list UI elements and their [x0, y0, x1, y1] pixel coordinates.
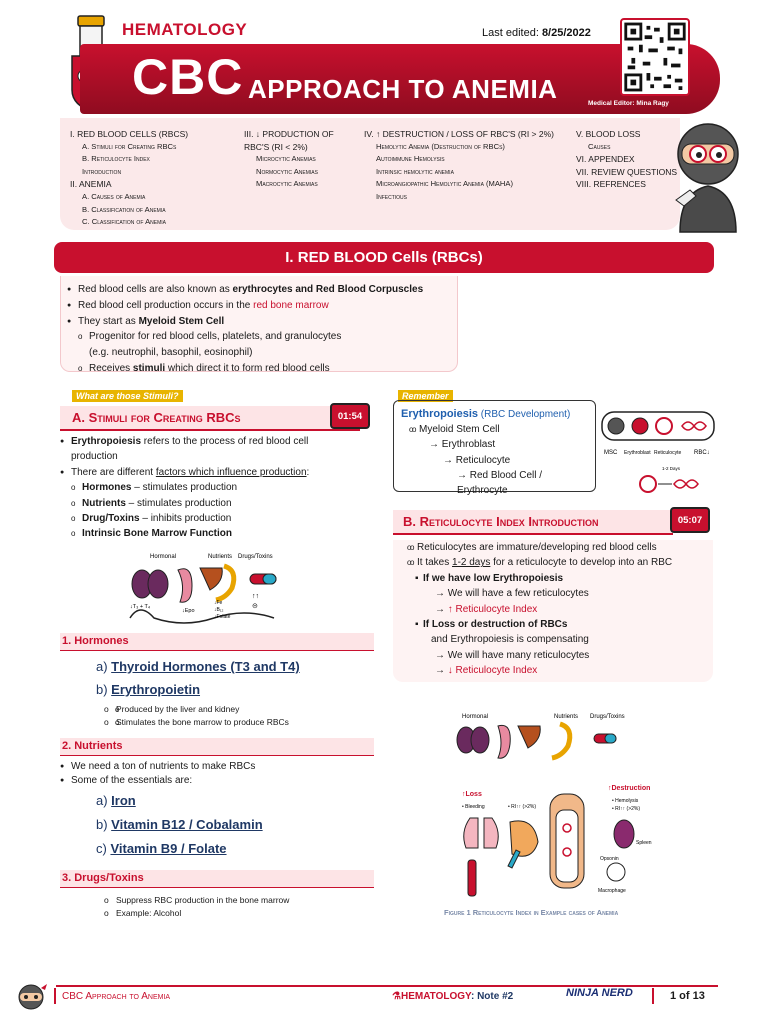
factors-illustration — [120, 548, 300, 640]
figure-label: • Hemolysis — [612, 798, 639, 804]
list-item: → Red Blood Cell / Erythrocyte — [457, 469, 543, 497]
section-banner-rbcs: I. RED BLOOD Cells (RBCs) — [54, 242, 714, 273]
list-item: o o It takes 1-2 days for a reticulocyte to develop into an RBC — [399, 555, 713, 570]
drugs-details — [104, 894, 289, 920]
nutrients-block — [60, 760, 255, 788]
figure-label: • RI↑↑ (>2%) — [508, 804, 537, 810]
header-reticulocyte-index: B. Reticulocyte Index Introduction — [393, 510, 673, 535]
page-title-rest: APPROACH TO ANEMIA — [248, 74, 558, 104]
figure-label: Hormonal — [462, 714, 489, 720]
list-item: o Drug/Toxins – inhibits production — [60, 511, 360, 526]
ninja-mascot-icon — [672, 112, 744, 234]
figure-label: Opsonin — [600, 856, 619, 862]
figure-label: Macrophage — [598, 888, 626, 894]
list-item: o o Myeloid Stem Cell — [401, 422, 595, 437]
figure-label: ↓Folate — [214, 614, 231, 620]
toc-item[interactable]: Intrinsic hemolytic anemia — [376, 166, 454, 176]
table-of-contents — [60, 118, 680, 230]
list-item: (e.g. neutrophil, basophil, eosinophil) — [89, 347, 253, 359]
list-item: o Suppress RBC production in the bone marrow — [104, 895, 290, 905]
video-timestamp-button[interactable]: 05:07 — [670, 507, 710, 533]
toc-item[interactable]: IV. ↑ DESTRUCTION / LOSS OF RBC'S (RI > 2%) — [364, 129, 554, 139]
toc-item[interactable]: III. ↓ PRODUCTION OF — [244, 129, 334, 139]
rbc-intro-box — [60, 276, 458, 372]
list-item: ▪ If we have low Erythropoiesis — [415, 572, 564, 584]
toc-item[interactable]: Microcytic Anemias — [256, 154, 316, 164]
ninja-footer-icon — [14, 982, 48, 1012]
epo-details — [104, 703, 289, 729]
ninja-nerd-logo: NINJA NERD — [566, 987, 633, 999]
figure-label: Drugs/Toxins — [590, 714, 625, 720]
reticulocyte-figure — [448, 710, 680, 906]
subheader-hormones: 1. Hormones — [60, 633, 374, 651]
rbc-development-diagram — [598, 404, 716, 496]
list-item: → ↑ Reticulocyte Index — [435, 603, 538, 615]
header-stimuli: A. Stimuli for Creating RBCs — [60, 406, 360, 431]
toc-item[interactable]: A. Causes of Anemia — [82, 191, 146, 201]
list-item: o o Reticulocytes are immature/developing red blood cells — [399, 540, 713, 555]
page-number: 1 of 13 — [670, 990, 705, 1002]
figure-label: Nutrients — [208, 554, 233, 560]
list-item: ● Red blood cell production occurs in the red bone marrow — [67, 298, 457, 314]
item-iron: a) Iron — [96, 793, 136, 808]
toc-column-4 — [576, 128, 680, 191]
reticulocyte-block — [393, 540, 713, 682]
toc-item[interactable]: I. RED BLOOD CELLS (RBCS) — [70, 129, 189, 139]
footer-note: ⚗HEMATOLOGY: Note #2 — [392, 991, 514, 1002]
figure-label: ↓Epo — [182, 608, 195, 614]
toc-item[interactable]: A. Stimuli for Creating RBCs — [82, 141, 177, 151]
figure-caption: Figure 1 Reticulocyte Index in Example cases of Anemia — [444, 908, 619, 917]
qr-code-icon[interactable] — [620, 18, 690, 96]
list-item: ● Red blood cells are also known as erythrocytes and Red Blood Corpuscles — [67, 282, 457, 298]
stimuli-block — [60, 434, 360, 542]
figure-label: Erythroblast — [624, 450, 651, 456]
item-thyroid: a) Thyroid Hormones (T3 and T4) — [96, 659, 300, 674]
figure-label: • RI↑↑ (>2%) — [612, 806, 641, 812]
toc-item[interactable]: Microangiopathic Hemolytic Anemia (MAHA) — [376, 179, 514, 189]
toc-item[interactable]: RBC'S (RI < 2%) — [244, 141, 308, 152]
figure-label: Hormonal — [150, 554, 177, 560]
figure-label: ↓Fe — [214, 600, 223, 606]
figure-label: Drugs/Toxins — [238, 554, 273, 560]
list-item: → We will have many reticulocytes — [435, 649, 590, 661]
list-item: o Progenitor for red blood cells, platelets, and granulocytes — [67, 329, 457, 345]
figure-label: RBC↓ — [694, 450, 710, 456]
toc-item[interactable]: V. BLOOD LOSS — [576, 129, 641, 139]
list-item: ● They start as Myeloid Stem Cell — [67, 314, 457, 330]
figure-label: ↑Loss — [462, 791, 482, 798]
subheader-drugs: 3. Drugs/Toxins — [60, 870, 374, 888]
list-item: ● Some of the essentials are: — [60, 774, 255, 788]
list-item: o Hormones – stimulates production — [60, 480, 360, 495]
page-title-main: CBC — [132, 49, 244, 105]
figure-label: Reticulocyte — [654, 450, 682, 456]
toc-column-2 — [244, 128, 362, 191]
toc-item[interactable]: Autoimmune Hemolysis — [376, 154, 445, 164]
list-item: ● We need a ton of nutrients to make RBCs — [60, 760, 255, 774]
figure-label: ↑↑ — [252, 593, 259, 600]
subheader-nutrients: 2. Nutrients — [60, 738, 374, 756]
figure-label: 1-2 Days — [662, 466, 681, 471]
toc-column-3 — [364, 128, 576, 204]
footer-title: CBC Approach to Anemia — [62, 991, 171, 1002]
list-item: o Example: Alcohol — [104, 908, 182, 918]
toc-item[interactable]: VII. REVIEW QUESTIONS — [576, 166, 678, 177]
list-item: ▪ If Loss or destruction of RBCs — [415, 619, 568, 631]
toc-item[interactable]: II. ANEMIA — [70, 179, 112, 190]
footer-bar — [54, 988, 56, 1004]
toc-item[interactable]: C. Classification of Anemia — [82, 217, 166, 227]
toc-item[interactable]: Hemolytic Anemia (Destruction of RBCs) — [376, 141, 505, 151]
footer-bar — [652, 988, 654, 1004]
figure-label: MSC — [604, 450, 618, 456]
item-b12: b) Vitamin B12 / Cobalamin — [96, 817, 263, 832]
medical-editor: Medical Editor: Mina Ragy — [588, 100, 669, 107]
figure-label: ↑Destruction — [608, 785, 651, 792]
list-item: and Erythropoiesis is compensating — [431, 634, 589, 646]
toc-item[interactable]: VIII. REFRENCES — [576, 179, 646, 190]
list-item: production — [71, 451, 118, 463]
last-edited: Last edited: 8/25/2022 — [482, 27, 591, 39]
list-item: ● Erythropoiesis refers to the process of red blood cell — [60, 434, 360, 449]
figure-label: • Bleeding — [462, 804, 485, 810]
remember-tag: Remember — [398, 390, 453, 402]
toc-item[interactable]: B. Reticulocyte Index — [82, 154, 150, 164]
erythropoiesis-title: Erythropoiesis (RBC Development) — [401, 408, 571, 420]
video-timestamp-button[interactable]: 01:54 — [330, 403, 370, 429]
toc-column-1 — [70, 128, 240, 229]
list-item: → ↓ Reticulocyte Index — [435, 665, 538, 677]
toc-item[interactable]: VI. APPENDEX — [576, 154, 635, 165]
list-item: → Erythroblast — [429, 439, 496, 451]
figure-label: ⊝ — [252, 603, 258, 610]
item-folate: c) Vitamin B9 / Folate — [96, 841, 227, 856]
toc-item[interactable]: Causes — [588, 141, 611, 151]
list-item: o Intrinsic Bone Marrow Function — [60, 526, 360, 541]
list-item: o Receives stimuli which direct it to form red blood cells — [67, 361, 457, 377]
figure-label: ↓B₁₂ — [214, 607, 224, 613]
toc-item[interactable]: Macrocytic Anemias — [256, 179, 318, 189]
subject-label: HEMATOLOGY — [122, 20, 248, 39]
figure-label: Spleen — [636, 840, 652, 846]
stimuli-tag: What are those Stimuli? — [72, 390, 183, 402]
list-item: → We will have a few reticulocytes — [435, 588, 589, 600]
list-item: o o Produced by the liver and kidney — [104, 703, 289, 716]
item-epo: b) Erythropoietin — [96, 682, 201, 697]
toc-item[interactable]: B. Classification of Anemia — [82, 204, 166, 214]
list-item: o o Stimulates the bone marrow to produce RBCs — [104, 716, 289, 729]
toc-item[interactable]: Introduction — [82, 166, 122, 176]
list-item: → Reticulocyte — [443, 454, 511, 466]
figure-label: ↓T₃ + T₄ — [130, 604, 151, 610]
erythropoiesis-box — [393, 400, 596, 497]
toc-item[interactable]: Infectious — [376, 191, 407, 201]
list-item: ● There are different factors which influence production: — [60, 465, 360, 480]
figure-label: Nutrients — [554, 714, 579, 720]
list-item: o Nutrients – stimulates production — [60, 496, 360, 511]
toc-item[interactable]: Normocytic Anemias — [256, 166, 318, 176]
